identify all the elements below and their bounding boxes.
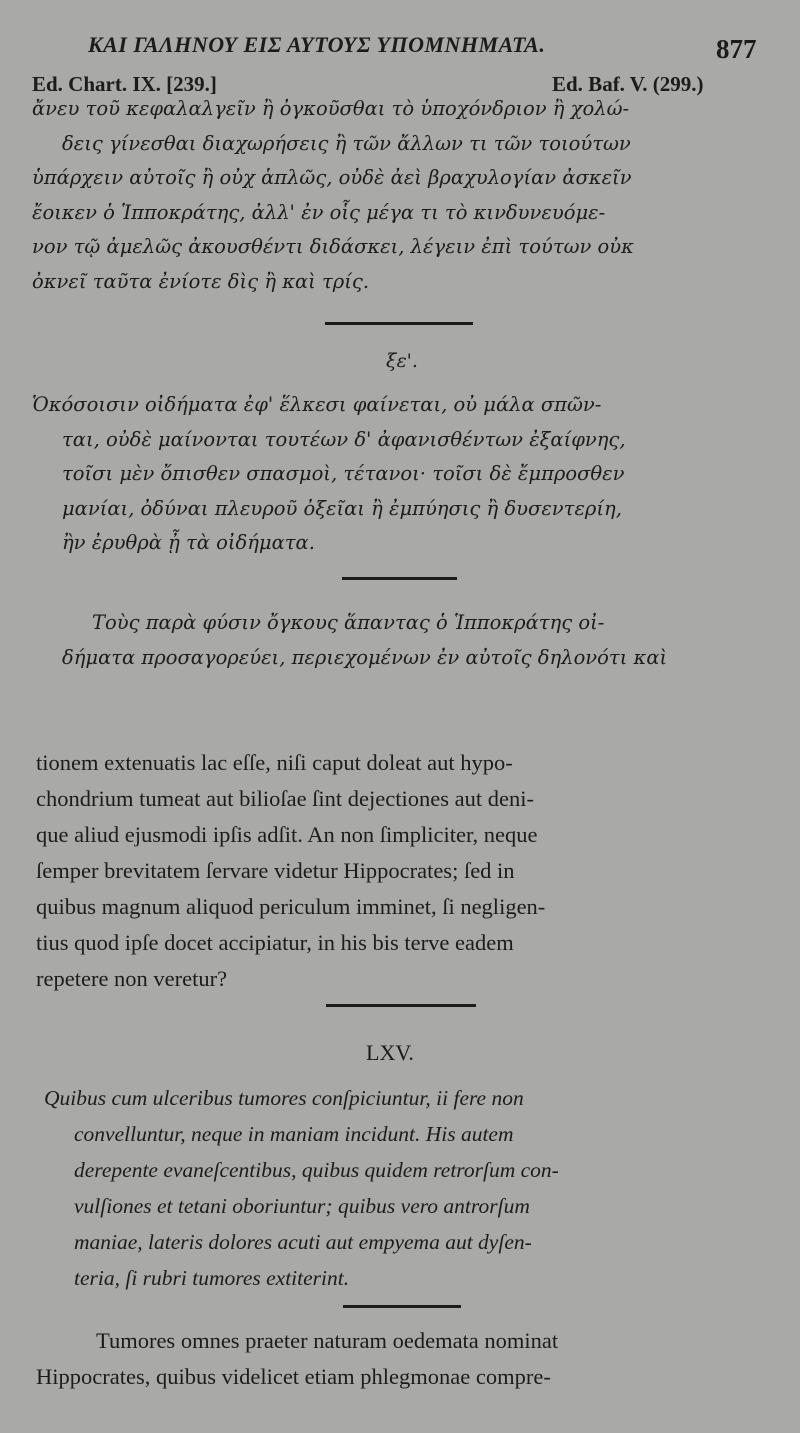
page-number: 877 [716, 34, 757, 64]
text-line: repetere non veretur? [36, 966, 228, 991]
text-line: vulſiones et tetani oboriuntur; quibus vero antrorſum [74, 1194, 530, 1218]
text-line: Hippocrates, quibus videlicet etiam phlegmonae compre- [36, 1364, 551, 1389]
text-line: ἔοικεν ὁ Ἱπποκράτης, ἀλλ' ἐν οἷς μέγα τι τὸ κινδυνευόμε- [32, 200, 606, 224]
text-line: ἢν ἐρυθρὰ ᾖ τὰ οἰδήματα. [62, 531, 315, 554]
text-line: ὑπάρχειν αὐτοῖς ἢ οὐχ ἁπλῶς, οὐδὲ ἀεὶ βραχυλογίαν ἀσκεῖν [32, 166, 632, 189]
text-line: quibus magnum aliquod periculum imminet, ſi negligen- [36, 894, 546, 919]
text-line: que aliud ejusmodi ipſis adſit. An non ſimpliciter, neque [36, 822, 538, 847]
section-divider [325, 322, 473, 325]
text-line: maniae, lateris dolores acuti aut empyema aut dyſen- [74, 1230, 532, 1254]
latin-aphorism [44, 1080, 769, 1296]
running-title: ΚΑΙ ΓΑΛΗΝΟΥ ΕΙΣ ΑΥΤΟΥΣ ΥΠΟΜΝΗΜΑΤΑ. [88, 32, 546, 57]
text-line: ὀκνεῖ ταῦτα ἐνίοτε δὶς ἢ καὶ τρίς. [32, 269, 370, 293]
text-line: νον τῷ ἀμελῶς ἀκουσθέντι διδάσκει, λέγειν ἐπὶ τούτων οὐκ [32, 235, 634, 258]
text-line: tionem extenuatis lac eſſe, niſi caput doleat aut hypo- [36, 750, 513, 775]
text-line: δήματα προσαγορεύει, περιεχομένων ἐν αὐτοῖς δηλονότι καὶ [62, 645, 668, 669]
text-line: δεις γίνεσθαι διαχωρήσεις ἢ τῶν ἄλλων τι τῶν τοιούτων [62, 131, 631, 155]
text-line: convelluntur, neque in maniam incidunt. His autem [74, 1122, 514, 1146]
greek-commentary-continuation [32, 92, 767, 299]
text-line: Tumores omnes praeter naturam oedemata nominat [96, 1328, 559, 1353]
greek-aphorism [32, 388, 767, 561]
greek-commentary [32, 606, 767, 675]
text-line: ται, οὐδὲ μαίνονται τουτέων δ' ἀφανισθέντων ἐξαίφνης, [62, 427, 626, 451]
text-line: tius quod ipſe docet accipiatur, in his bis terve eadem [36, 930, 514, 955]
edition-reference-left: Ed. Chart. IX. [239.] [32, 72, 217, 96]
text-line: Ὁκόσοισιν οἰδήματα ἐφ' ἕλκεσι φαίνεται, οὐ μάλα σπῶν- [32, 393, 602, 416]
greek-section-number: ξε'. [386, 350, 418, 372]
text-line: chondrium tumeat aut bilioſae ſint dejectiones aut deni- [36, 786, 534, 811]
latin-commentary-continuation [36, 745, 766, 997]
text-line: ἄνευ τοῦ κεφαλαλγεῖν ἢ ὀγκοῦσθαι τὸ ὑποχόνδριον ἢ χολώ- [32, 97, 630, 120]
latin-commentary [36, 1323, 766, 1395]
edition-reference-right: Ed. Baf. V. (299.) [552, 72, 704, 96]
text-line: teria, ſi rubri tumores extiterint. [74, 1266, 350, 1290]
text-line: τοῖσι μὲν ὄπισθεν σπασμοὶ, τέτανοι· τοῖσι δὲ ἔμπροσθεν [62, 462, 625, 485]
text-line: μανίαι, ὀδύναι πλευροῦ ὀξεῖαι ἢ ἐμπύησις ἢ δυσεντερίη, [62, 496, 622, 520]
text-line: Τοὺς παρὰ φύσιν ὄγκους ἅπαντας ὁ Ἱπποκράτης οἰ- [92, 611, 605, 634]
latin-section-number: LXV. [366, 1040, 414, 1065]
section-divider [343, 1305, 461, 1308]
text-line: Quibus cum ulceribus tumores conſpiciuntur, ii fere non [44, 1086, 524, 1110]
text-line: derepente evaneſcentibus, quibus quidem retrorſum con- [74, 1158, 559, 1182]
section-divider [342, 577, 457, 580]
section-divider [326, 1004, 476, 1007]
text-line: ſemper brevitatem ſervare videtur Hippocrates; ſed in [36, 858, 515, 883]
